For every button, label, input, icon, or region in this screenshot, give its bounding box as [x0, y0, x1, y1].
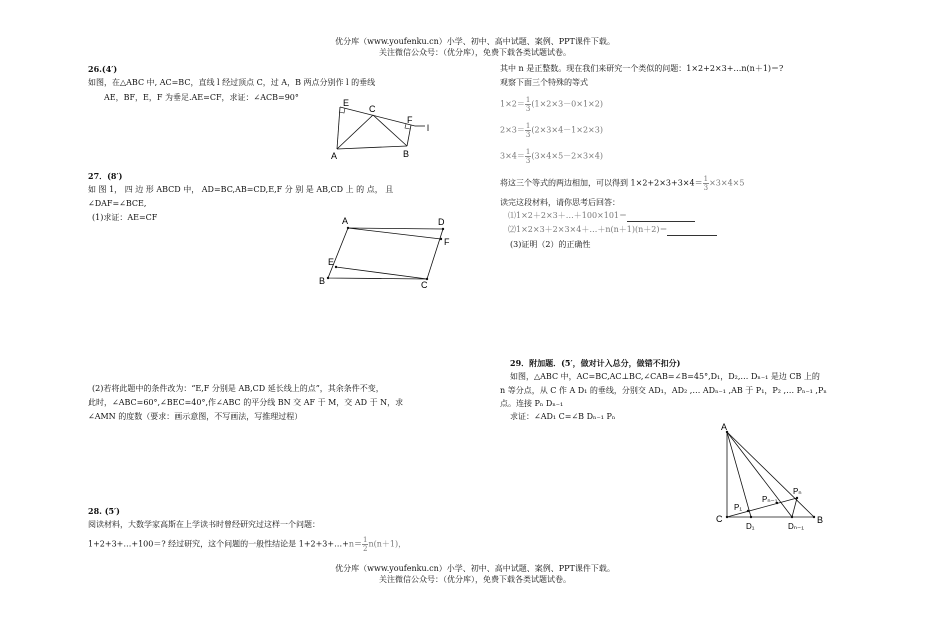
q26-line-2: AE，BF，E，F 为垂足.AE=CF，求证：∠ACB=90° — [104, 93, 299, 102]
fraction-denominator: 3 — [525, 131, 531, 139]
q28-line-2-n: n — [348, 539, 354, 549]
q28-ask-1 — [508, 211, 695, 222]
q29-figure — [710, 420, 830, 535]
fraction-numerator: 1 — [703, 175, 709, 183]
header-line-2: 关注微信公众号：（优分库），免费下载各类试题试卷。 — [379, 48, 571, 57]
q28-line-1: 阅读材料，大数学家高斯在上学读书时曾经研究过这样一个问题： — [88, 520, 320, 529]
q28-ask-2 — [508, 225, 717, 236]
q27-line-1: 如 图 1， 四 边 形 ABCD 中， AD=BC,AB=CD,E,F 分 别 是 AB,CD 上 的 点， 且 — [88, 185, 394, 194]
q27-label-c: C — [421, 280, 428, 290]
q28-right-1: 其中 n 是正整数。现在我们来研究一个类似的问题：1×2+2×3+…n(n＋1)＝? — [500, 64, 784, 73]
q27-part-2-line-1: (2)若将此题中的条件改为：“E,F 分别是 AB,CD 延长线上的点”，其余条件不变， — [92, 384, 384, 393]
q29-label-b: B — [817, 515, 824, 525]
q26-label-e: E — [343, 98, 350, 108]
fraction-numerator: 1 — [525, 148, 531, 156]
q28-line-2-eq: ＝ — [353, 539, 362, 549]
q28-eq-1 — [500, 96, 603, 113]
answer-blank-2[interactable] — [667, 225, 717, 236]
q29-label-a: A — [721, 422, 728, 432]
q26-label-c: C — [369, 104, 376, 114]
q28-ask-2-text: ⑵1×2×3＋2×3×4＋…＋n(n＋1)(n＋2)＝ — [508, 225, 668, 234]
page-header — [0, 36, 950, 58]
q28-sum — [500, 175, 744, 192]
fraction-denominator: 3 — [525, 105, 531, 113]
eq-1-rhs: (1×2×3－0×1×2) — [531, 99, 603, 109]
q29-label-pn1: Pₙ₋₁ — [762, 495, 778, 504]
eq-3-rhs: (3×4×5－2×3×4) — [531, 151, 603, 161]
fraction-denominator: 3 — [703, 184, 709, 192]
eq-2-lhs: 2×3＝ — [500, 125, 525, 135]
fraction-numerator: 1 — [362, 536, 368, 544]
q27-part-2-line-2: 此时，∠ABC=60°,∠BEC=40°,作∠ABC 的平分线 BN 交 AF 于 M，交 AD 于 N，求 — [88, 398, 404, 407]
q26-figure — [325, 97, 445, 165]
q29-line-2: n 等分点，从 C 作 A D₁ 的垂线，分别交 AD₁，AD₂ ,… ADₙ₋₁ ,AB 于 P₁，P₂ ,… Pₙ₋₁ ,Pₙ — [500, 386, 827, 395]
q28-sum-tail: ×3×4×5 — [709, 178, 745, 188]
q28-eq-3 — [500, 148, 603, 165]
q29-label-pn: Pₙ — [793, 487, 802, 496]
fraction-numerator: 1 — [525, 96, 531, 104]
q29-line-4: 求证：∠AD₁ C=∠B Dₙ₋₁ Pₙ — [510, 412, 616, 421]
fraction-numerator: 1 — [525, 122, 531, 130]
q27-label-a: A — [342, 216, 349, 226]
q26-line-1: 如图，在△ABC 中, AC=BC，直线 l 经过顶点 C，过 A，B 两点分别作 l 的垂线 — [88, 78, 376, 87]
q29-label-c: C — [716, 514, 723, 524]
q26-number: 26.(4′) — [88, 64, 118, 74]
footer-line-2: 关注微信公众号：（优分库），免费下载各类试题试卷。 — [379, 575, 571, 584]
q28-ask-1-text: ⑴1×2＋2×3＋…＋100×101＝ — [508, 211, 628, 220]
q29-line-1: 如图，△ABC 中，AC=BC,AC⊥BC,∠CAB=∠B=45°,D₁，D₂,… Dₙ₋₁ 是边 CB 上的 — [510, 372, 820, 381]
q28-eq-2 — [500, 122, 603, 139]
q29-number: 29．附加题．(5′，做对计入总分，做错不扣分) — [510, 358, 681, 368]
page-footer — [0, 563, 950, 585]
q26-label-b: B — [403, 149, 410, 159]
q28-line-2-text: 1+2+3+…+100＝? 经过研究，这个问题的一般性结论是 1+2+3+…+ — [88, 539, 349, 549]
q28-read: 读完这段材料，请你思考后回答： — [500, 198, 620, 207]
eq-3-lhs: 3×4＝ — [500, 151, 525, 161]
q28-right-2: 观察下面三个特殊的等式 — [500, 78, 588, 87]
q26-label-f: F — [407, 115, 413, 125]
fraction-denominator: 3 — [525, 157, 531, 165]
fraction-denominator: 2 — [362, 545, 368, 553]
q27-label-f: F — [444, 237, 450, 247]
q28-line-2 — [88, 536, 406, 553]
q28-ask-3: (3)证明（2）的正确性 — [510, 240, 591, 249]
q29-label-dn1: Dₙ₋₁ — [788, 522, 804, 531]
eq-1-lhs: 1×2＝ — [500, 99, 525, 109]
q27-line-2: ∠DAF=∠BCE, — [88, 199, 147, 208]
footer-line-1: 优分库（www.youfenku.cn）小学、初中、高中试题、案例、PPT课件下载。 — [335, 564, 615, 573]
header-line-1: 优分库（www.youfenku.cn）小学、初中、高中试题、案例、PPT课件下载。 — [335, 37, 615, 46]
q26-label-a: A — [331, 151, 338, 161]
q28-sum-text: 将这三个等式的两边相加，可以得到 1×2+2×3+3×4＝ — [500, 178, 703, 188]
q27-label-e: E — [328, 257, 335, 267]
eq-2-rhs: (2×3×4－1×2×3) — [531, 125, 603, 135]
q26-label-l: l — [427, 123, 429, 133]
q27-label-b: B — [319, 276, 326, 286]
answer-blank-1[interactable] — [627, 211, 695, 222]
q27-part-2-line-3: ∠AMN 的度数（要求：画示意图，不写画法，写推理过程） — [88, 412, 303, 421]
q29-label-p1: P₁ — [734, 503, 743, 512]
q29-line-3: 点。连接 Pₙ Dₙ₋₁ — [500, 399, 564, 408]
q28-number: 28. (5′) — [88, 506, 120, 516]
q27-part-1: (1)求证：AE=CF — [92, 213, 158, 222]
q28-line-2-tail: n(n＋1)， — [368, 539, 407, 549]
q29-label-d1: D₁ — [746, 522, 755, 531]
q27-label-d: D — [438, 217, 445, 227]
q27-figure — [315, 213, 455, 293]
q27-number: 27．(8′) — [88, 171, 123, 181]
